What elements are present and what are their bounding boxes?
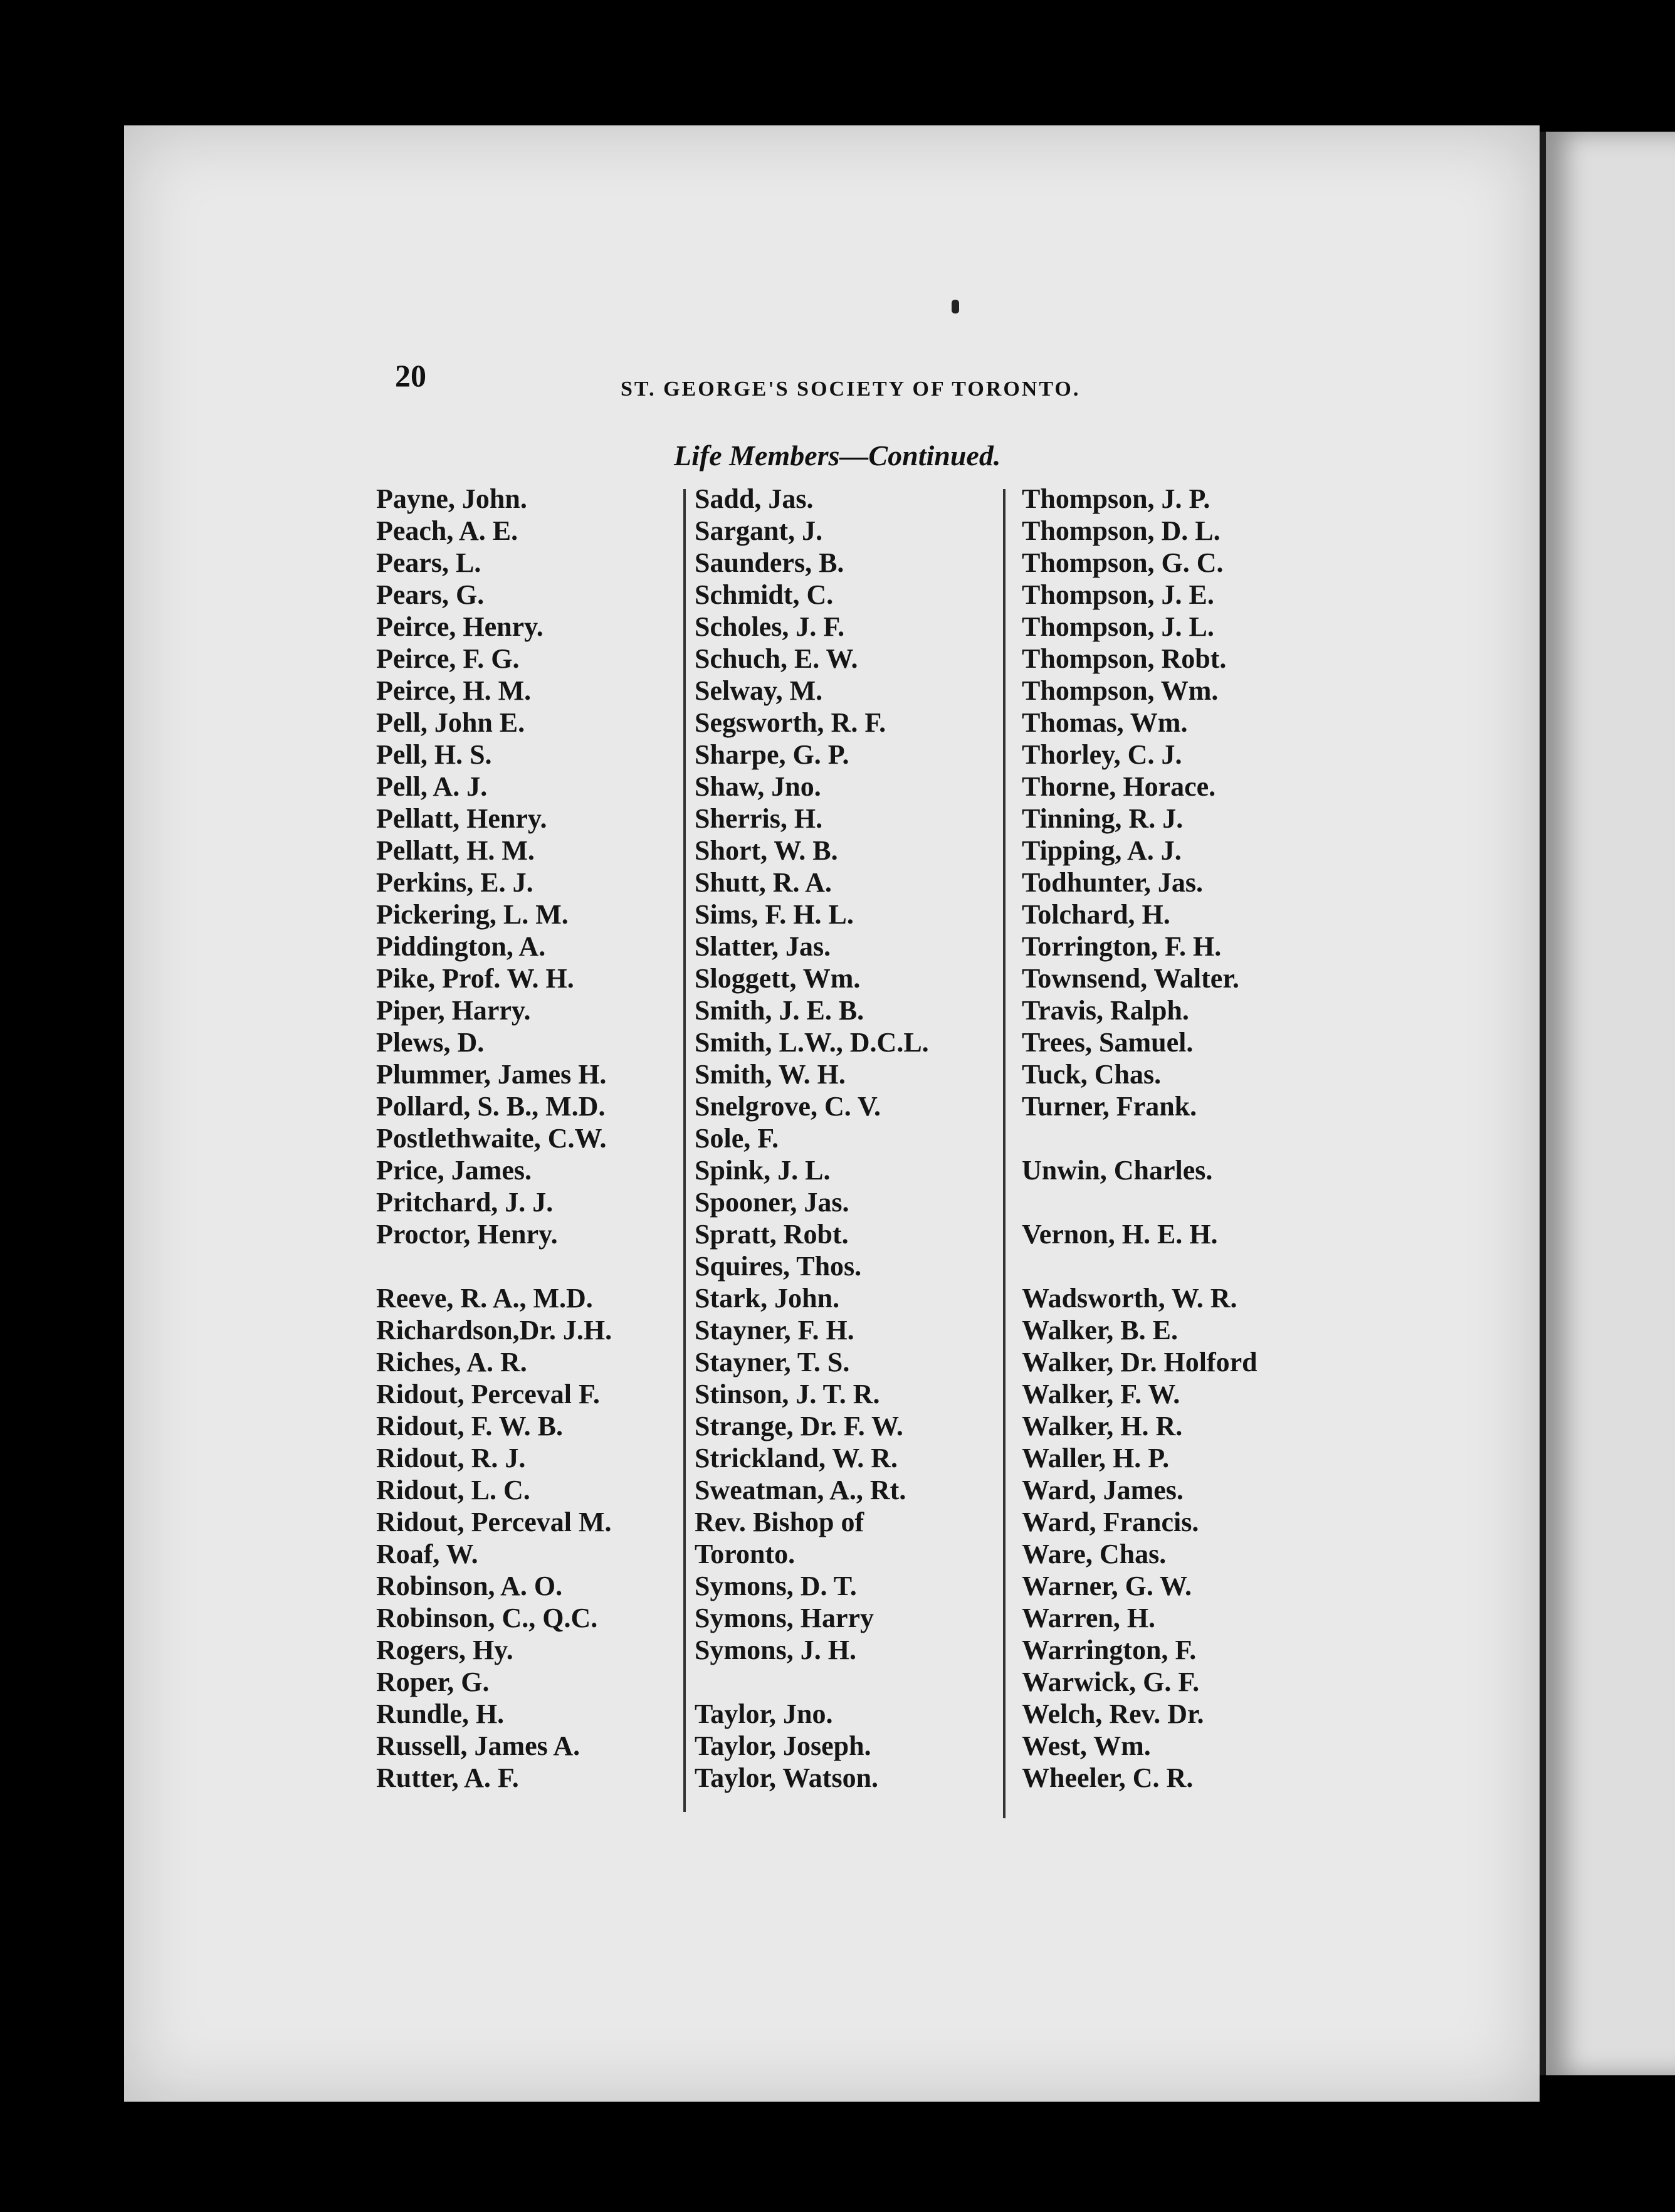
- member-entry: Rev. Bishop of: [695, 1507, 864, 1537]
- member-entry: Ward, James.: [1022, 1475, 1184, 1505]
- member-entry: Schuch, E. W.: [695, 643, 858, 674]
- member-entry: Sargant, J.: [695, 515, 823, 546]
- member-column-1: [376, 483, 612, 1794]
- member-entry: Walker, H. R.: [1022, 1411, 1183, 1441]
- member-entry: Sharpe, G. P.: [695, 739, 849, 770]
- section-subtitle: Life Members—Continued.: [674, 440, 1001, 471]
- member-entry: Tinning, R. J.: [1022, 803, 1184, 834]
- member-entry: Pike, Prof. W. H.: [376, 963, 574, 994]
- member-entry: Rundle, H.: [376, 1698, 505, 1729]
- member-entry: Smith, W. H.: [695, 1059, 846, 1090]
- member-entry: Ridout, F. W. B.: [376, 1411, 563, 1441]
- ink-mark: [952, 300, 959, 313]
- member-entry: Pell, A. J.: [376, 771, 488, 802]
- facing-page-edge: [1540, 132, 1675, 2075]
- member-entry: Pell, H. S.: [376, 739, 492, 770]
- member-entry: Stark, John.: [695, 1283, 840, 1314]
- member-entry: Thompson, Wm.: [1022, 675, 1219, 706]
- member-entry: Piper, Harry.: [376, 995, 531, 1026]
- member-entry: Perkins, E. J.: [376, 867, 533, 898]
- member-entry: Torrington, F. H.: [1022, 931, 1222, 962]
- member-entry: Roaf, W.: [376, 1539, 478, 1569]
- spacer: [695, 1666, 929, 1698]
- member-entry: Piddington, A.: [376, 931, 546, 962]
- member-entry: Thompson, G. C.: [1022, 547, 1224, 578]
- member-entry: Russell, James A.: [376, 1730, 580, 1761]
- member-entry: Peirce, H. M.: [376, 675, 532, 706]
- member-entry: Spink, J. L.: [695, 1155, 831, 1186]
- member-entry: Unwin, Charles.: [1022, 1155, 1213, 1186]
- member-entry: Warrington, F.: [1022, 1635, 1197, 1665]
- member-entry: Walker, F. W.: [1022, 1379, 1180, 1409]
- member-column-3: [1022, 483, 1258, 1794]
- header-title: ST. GEORGE'S SOCIETY OF TORONTO.: [621, 377, 1081, 401]
- member-entry: Welch, Rev. Dr.: [1022, 1698, 1204, 1729]
- column-divider: [683, 489, 686, 1812]
- member-entry: Toronto.: [695, 1539, 795, 1569]
- page-number: 20: [395, 358, 426, 393]
- member-entry: Shutt, R. A.: [695, 867, 832, 898]
- member-entry: Thompson, J. L.: [1022, 611, 1214, 642]
- member-entry: Thompson, D. L.: [1022, 515, 1221, 546]
- member-entry: Strickland, W. R.: [695, 1443, 898, 1473]
- member-entry: Smith, L.W., D.C.L.: [695, 1027, 929, 1058]
- spacer: [1022, 1122, 1258, 1154]
- member-entry: Proctor, Henry.: [376, 1219, 558, 1250]
- member-entry: Travis, Ralph.: [1022, 995, 1189, 1026]
- member-entry: Schmidt, C.: [695, 579, 834, 610]
- member-entry: Pickering, L. M.: [376, 899, 569, 930]
- member-entry: Pears, L.: [376, 547, 481, 578]
- member-entry: Rogers, Hy.: [376, 1635, 513, 1665]
- member-entry: Wheeler, C. R.: [1022, 1762, 1194, 1793]
- member-entry: Pears, G.: [376, 579, 485, 610]
- member-entry: Walker, B. E.: [1022, 1315, 1178, 1346]
- member-entry: Pollard, S. B., M.D.: [376, 1091, 606, 1122]
- member-entry: Tolchard, H.: [1022, 899, 1170, 930]
- member-entry: Vernon, H. E. H.: [1022, 1219, 1218, 1250]
- member-entry: West, Wm.: [1022, 1730, 1151, 1761]
- member-entry: Todhunter, Jas.: [1022, 867, 1203, 898]
- member-entry: Peirce, F. G.: [376, 643, 520, 674]
- member-entry: Spooner, Jas.: [695, 1187, 849, 1218]
- member-entry: Robinson, A. O.: [376, 1571, 563, 1601]
- member-entry: Thorne, Horace.: [1022, 771, 1216, 802]
- member-entry: Sloggett, Wm.: [695, 963, 861, 994]
- member-entry: Thompson, Robt.: [1022, 643, 1227, 674]
- member-entry: Plummer, James H.: [376, 1059, 607, 1090]
- member-entry: Sole, F.: [695, 1123, 779, 1154]
- member-entry: Roper, G.: [376, 1667, 490, 1697]
- member-entry: Ridout, R. J.: [376, 1443, 526, 1473]
- member-entry: Townsend, Walter.: [1022, 963, 1239, 994]
- member-entry: Sims, F. H. L.: [695, 899, 854, 930]
- member-entry: Warner, G. W.: [1022, 1571, 1192, 1601]
- spacer: [1022, 1186, 1258, 1218]
- member-entry: Thorley, C. J.: [1022, 739, 1182, 770]
- member-entry: Stinson, J. T. R.: [695, 1379, 880, 1409]
- member-entry: Selway, M.: [695, 675, 823, 706]
- member-entry: Wadsworth, W. R.: [1022, 1283, 1237, 1314]
- spacer: [1022, 1250, 1258, 1282]
- member-entry: Reeve, R. A., M.D.: [376, 1283, 593, 1314]
- member-column-2: [695, 483, 929, 1794]
- member-entry: Plews, D.: [376, 1027, 485, 1058]
- member-entry: Scholes, J. F.: [695, 611, 845, 642]
- column-divider: [1003, 489, 1006, 1818]
- member-entry: Ridout, Perceval F.: [376, 1379, 600, 1409]
- member-entry: Symons, Harry: [695, 1603, 874, 1633]
- member-entry: Pritchard, J. J.: [376, 1187, 554, 1218]
- member-entry: Snelgrove, C. V.: [695, 1091, 881, 1122]
- member-entry: Robinson, C., Q.C.: [376, 1603, 598, 1633]
- member-entry: Warwick, G. F.: [1022, 1667, 1200, 1697]
- member-entry: Price, James.: [376, 1155, 532, 1186]
- member-entry: Stayner, T. S.: [695, 1347, 850, 1377]
- member-entry: Taylor, Joseph.: [695, 1730, 871, 1761]
- member-entry: Ware, Chas.: [1022, 1539, 1167, 1569]
- member-entry: Waller, H. P.: [1022, 1443, 1170, 1473]
- member-entry: Thompson, J. P.: [1022, 483, 1210, 514]
- member-entry: Short, W. B.: [695, 835, 838, 866]
- member-entry: Ridout, Perceval M.: [376, 1507, 612, 1537]
- member-entry: Symons, D. T.: [695, 1571, 857, 1601]
- member-entry: Rutter, A. F.: [376, 1762, 519, 1793]
- member-entry: Spratt, Robt.: [695, 1219, 849, 1250]
- member-entry: Walker, Dr. Holford: [1022, 1347, 1258, 1377]
- member-entry: Turner, Frank.: [1022, 1091, 1197, 1122]
- member-entry: Symons, J. H.: [695, 1635, 856, 1665]
- member-entry: Ward, Francis.: [1022, 1507, 1199, 1537]
- member-entry: Tuck, Chas.: [1022, 1059, 1162, 1090]
- member-entry: Taylor, Jno.: [695, 1698, 833, 1729]
- member-entry: Postlethwaite, C.W.: [376, 1123, 607, 1154]
- member-entry: Pellatt, H. M.: [376, 835, 535, 866]
- member-entry: Peirce, Henry.: [376, 611, 543, 642]
- member-entry: Segsworth, R. F.: [695, 707, 886, 738]
- spacer: [376, 1250, 612, 1282]
- member-entry: Shaw, Jno.: [695, 771, 821, 802]
- member-entry: Tipping, A. J.: [1022, 835, 1182, 866]
- member-entry: Saunders, B.: [695, 547, 844, 578]
- member-entry: Payne, John.: [376, 483, 527, 514]
- member-entry: Thomas, Wm.: [1022, 707, 1188, 738]
- member-entry: Pellatt, Henry.: [376, 803, 547, 834]
- member-entry: Ridout, L. C.: [376, 1475, 530, 1505]
- member-entry: Smith, J. E. B.: [695, 995, 864, 1026]
- member-entry: Squires, Thos.: [695, 1251, 862, 1282]
- member-entry: Richardson,Dr. J.H.: [376, 1315, 612, 1346]
- member-entry: Sherris, H.: [695, 803, 823, 834]
- member-entry: Sweatman, A., Rt.: [695, 1475, 906, 1505]
- member-entry: Warren, H.: [1022, 1603, 1156, 1633]
- member-entry: Strange, Dr. F. W.: [695, 1411, 903, 1441]
- member-entry: Sadd, Jas.: [695, 483, 814, 514]
- member-entry: Trees, Samuel.: [1022, 1027, 1194, 1058]
- member-entry: Taylor, Watson.: [695, 1762, 879, 1793]
- member-entry: Riches, A. R.: [376, 1347, 527, 1377]
- member-entry: Peach, A. E.: [376, 515, 518, 546]
- member-entry: Slatter, Jas.: [695, 931, 831, 962]
- member-entry: Pell, John E.: [376, 707, 525, 738]
- member-entry: Stayner, F. H.: [695, 1315, 854, 1346]
- member-entry: Thompson, J. E.: [1022, 579, 1214, 610]
